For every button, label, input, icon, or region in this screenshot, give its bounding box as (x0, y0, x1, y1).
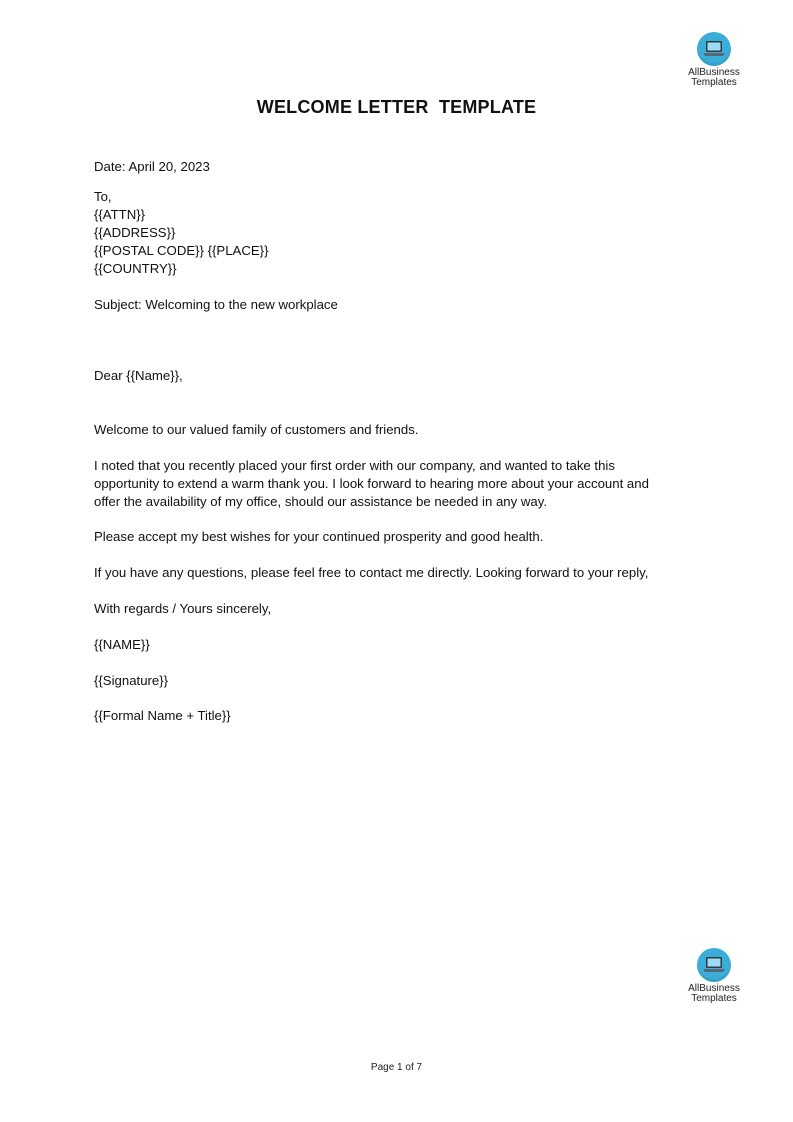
recipient-address: {{ADDRESS}} (94, 225, 176, 240)
recipient-block (94, 188, 694, 278)
recipient-attn: {{ATTN}} (94, 207, 146, 222)
brand-name-line1: AllBusiness (688, 983, 740, 994)
date-line (94, 158, 694, 176)
paragraph-4 (94, 564, 694, 582)
signoff-name-text: {{NAME}} (94, 637, 150, 652)
subject-line (94, 296, 694, 314)
paragraph-2-line-3: offer the availability of my office, should our assistance be needed in any way. (94, 494, 548, 509)
paragraph-1 (94, 421, 694, 439)
paragraph-4-text: If you have any questions, please feel free to contact me directly. Looking forward to your reply, (94, 565, 649, 580)
closing-text: With regards / Yours sincerely, (94, 601, 272, 616)
recipient-to: To, (94, 189, 112, 204)
document-title: WELCOME LETTER TEMPLATE (256, 97, 537, 117)
brand-name-line1: AllBusiness (688, 67, 740, 78)
brand-name-line2: Templates (691, 77, 737, 88)
paragraph-3 (94, 528, 694, 546)
signoff-signature (94, 672, 694, 690)
paragraph-2-line-2: opportunity to extend a warm thank you. I look forward to hearing more about your account and (94, 476, 649, 491)
date-text: Date: April 20, 2023 (94, 159, 210, 174)
brand-logo-top (674, 32, 754, 88)
recipient-country: {{COUNTRY}} (94, 261, 177, 276)
recipient-postal-place: {{POSTAL CODE}} {{PLACE}} (94, 243, 269, 258)
signoff-name (94, 636, 694, 654)
page-number: Page 1 of 7 (370, 1062, 423, 1073)
paragraph-2 (94, 457, 694, 511)
signoff-signature-text: {{Signature}} (94, 673, 169, 688)
brand-name (674, 68, 754, 88)
paragraph-3-text: Please accept my best wishes for your continued prosperity and good health. (94, 529, 544, 544)
laptop-icon (697, 32, 731, 66)
brand-name-line2: Templates (691, 993, 737, 1004)
closing (94, 600, 694, 618)
signoff-formal-text: {{Formal Name + Title}} (94, 708, 231, 723)
laptop-icon (697, 948, 731, 982)
brand-name (674, 984, 754, 1004)
subject-text: Subject: Welcoming to the new workplace (94, 297, 338, 312)
salutation-text: Dear {{Name}}, (94, 368, 183, 383)
paragraph-1-text: Welcome to our valued family of customers and friends. (94, 422, 419, 437)
brand-logo-bottom (674, 948, 754, 1004)
signoff-formal (94, 707, 694, 725)
paragraph-2-line-1: I noted that you recently placed your first order with our company, and wanted to take this (94, 458, 615, 473)
salutation (94, 367, 694, 385)
